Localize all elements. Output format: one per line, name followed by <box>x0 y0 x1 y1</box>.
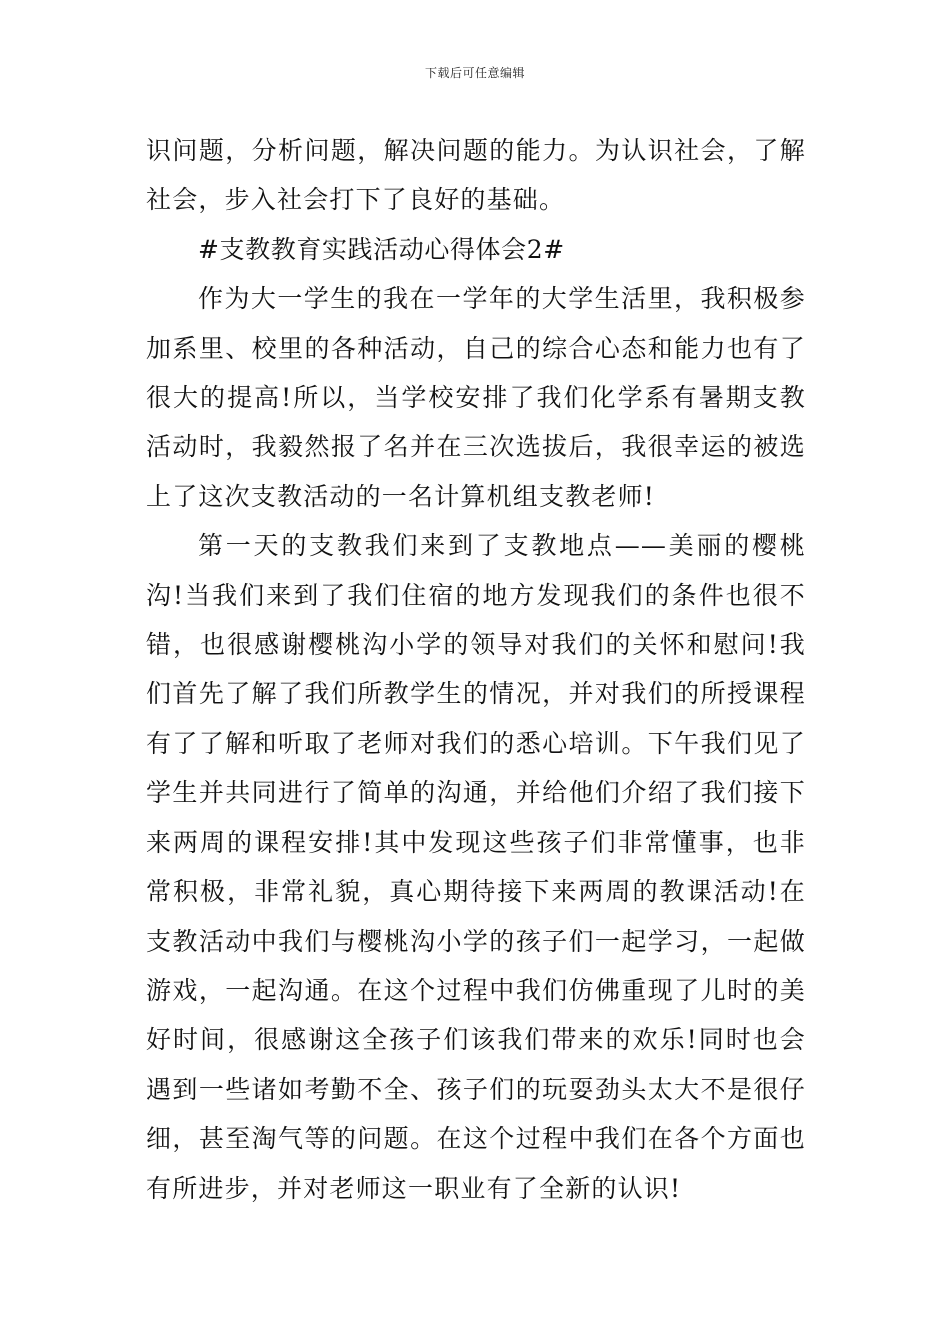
page-header: 下载后可任意编辑 <box>424 66 525 80</box>
document-body <box>146 126 806 1213</box>
section-heading: #支教教育实践活动心得体会2# <box>198 234 565 264</box>
paragraph-first-day: 第一天的支教我们来到了支教地点——美丽的樱桃沟!当我们来到了我们住宿的地方发现我们的条件也很不错，也很感谢樱桃沟小学的领导对我们的关怀和慰问!我们首先了解了我们所教学生的情况，并对我们的所授课程有了了解和听取了老师对我们的悉心培训。下午我们见了学生并共同进行了简单的沟通，并给他们介绍了我们接下来两周的课程安排!其中发现这些孩子们非常懂事，也非常积极，非常礼貌，真心期待接下来两周的教课活动!在支教活动中我们与樱桃沟小学的孩子们一起学习，一起做游戏，一起沟通。在这个过程中我们仿佛重现了儿时的美好时间，很感谢这全孩子们该我们带来的欢乐!同时也会遇到一些诸如考勤不全、孩子们的玩耍劲头太大不是很仔细，甚至淘气等的问题。在这个过程中我们在各个方面也有所进步，并对老师这一职业有了全新的认识! <box>146 531 806 1203</box>
paragraph-intro: 作为大一学生的我在一学年的大学生活里，我积极参加系里、校里的各种活动，自己的综合心态和能力也有了很大的提高!所以，当学校安排了我们化学系有暑期支教活动时，我毅然报了名并在三次选拔后，我很幸运的被选上了这次支教活动的一名计算机组支教老师! <box>146 284 806 511</box>
paragraph-continuation: 识问题，分析问题，解决问题的能力。为认识社会，了解社会，步入社会打下了良好的基础。 <box>146 136 806 215</box>
